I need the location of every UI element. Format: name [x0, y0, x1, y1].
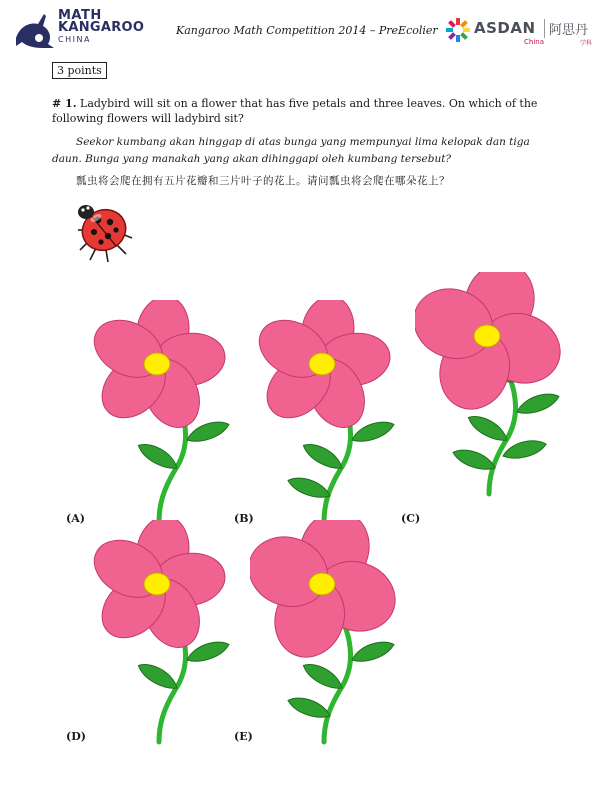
flower-leaf — [185, 640, 231, 663]
logo-line-kangaroo: KANGAROO — [58, 20, 145, 35]
option-label-c: (C) — [401, 512, 421, 525]
flower-option-a[interactable] — [85, 300, 235, 530]
flower-leaf — [300, 441, 347, 471]
option-label-e: (E) — [234, 730, 253, 743]
question-text-chinese: 瓢虫将会爬在拥有五片花瓣和三片叶子的花上。请问瓢虫将会爬在哪朵花上？ — [76, 175, 450, 187]
flower-leaf — [286, 476, 332, 499]
option-label-b: (B) — [234, 512, 254, 525]
asdan-chinese-subtext: 学科 — [580, 40, 593, 47]
math-kangaroo-wordmark — [58, 10, 144, 46]
flower-center — [309, 353, 335, 375]
asdan-chinese-name: 阿思丹 — [544, 19, 588, 38]
option-label-d: (D) — [66, 730, 86, 743]
asdan-star-icon — [444, 16, 472, 44]
flower-leaf — [185, 420, 231, 443]
flower-leaf — [465, 413, 512, 443]
page-header — [0, 0, 597, 56]
flower-leaf — [515, 392, 561, 415]
flower-leaf — [135, 661, 182, 691]
option-label-a: (A) — [66, 512, 85, 525]
flower-center — [144, 573, 170, 595]
flower-leaf — [135, 441, 182, 471]
flower-leaf — [350, 420, 396, 443]
flower-option-c[interactable] — [415, 272, 565, 502]
flower-center — [144, 353, 170, 375]
question-text-malay: Seekor kumbang akan hinggap di atas bunga yang mempunyai lima kelopak dan tiga daun. Bunga yang manakah yang akan dihinggapi oleh kumbang tersebut? — [52, 136, 530, 165]
points-badge: 3 points — [52, 62, 107, 79]
flower-leaf — [300, 661, 347, 691]
flower-option-b[interactable] — [250, 300, 400, 530]
flower-leaf — [350, 640, 396, 663]
logo-line-math: MATH — [58, 8, 102, 23]
flower-leaf — [451, 448, 497, 471]
flower-option-e[interactable] — [250, 520, 400, 750]
flower-leaf — [286, 696, 332, 719]
ladybird-illustration — [76, 200, 134, 266]
flower-center — [474, 325, 500, 347]
competition-title: Kangaroo Math Competition 2014 – PreEcolier — [176, 24, 438, 37]
flower-leaf — [502, 440, 547, 460]
question-text-english — [52, 96, 562, 126]
asdan-wordmark: ASDAN — [474, 19, 536, 37]
asdan-logo — [444, 16, 594, 50]
question-body: Ladybird will sit on a flower that has five petals and three leaves. On which of the following flowers will ladybird sit? — [52, 97, 538, 125]
logo-line-china: CHINA — [58, 35, 91, 44]
flower-center — [309, 573, 335, 595]
question-number: # 1. — [52, 97, 77, 110]
flower-option-d[interactable] — [85, 520, 235, 750]
asdan-subtext: China — [524, 38, 544, 46]
